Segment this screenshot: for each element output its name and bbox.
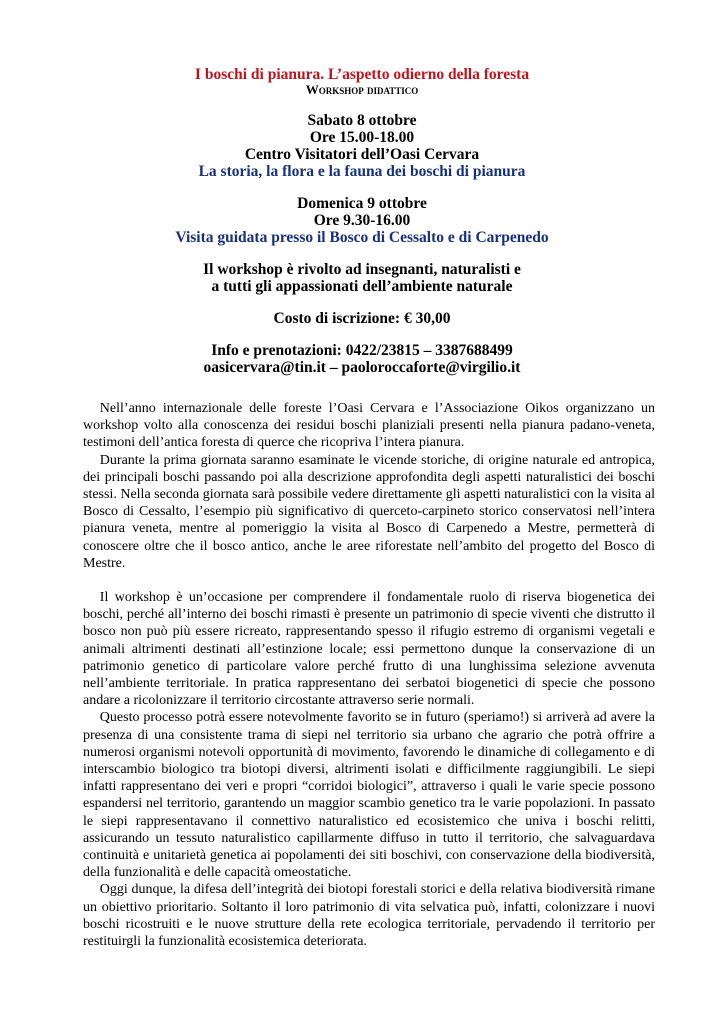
registration-cost: Costo di iscrizione: € 30,00 — [273, 310, 451, 327]
document-title: I boschi di pianura. L’aspetto odierno della foresta — [194, 66, 530, 83]
document-subtitle: Workshop didattico — [305, 82, 419, 97]
day1-topic: La storia, la flora e la fauna dei boschi di pianura — [198, 163, 526, 180]
body-paragraph: Questo processo potrà essere notevolmente favorito se in futuro (speriamo!) si arriverà ad avere la presenza di una consistente trama di siepi nel territorio sia urbano che agrario che potrà offrire a numerosi organismi notevoli opportunità di movimento, favorendo le dinamiche di collegamento e di interscambio biologico tra biotopi diversi, altrimenti isolati e difficilmente raggiungibili. Le siepi infatti rappresentano dei veri e propri “corridoi biologici”, attraverso i quali le varie specie possono espandersi nel territorio, garantendo un maggior scambio genetico tra le varie popolazioni. In passato le siepi rappresentavano il connettivo naturalistico ed ecosistemico che univa i boschi relitti, assicurando un tessuto naturalistico capillarmente diffuso in tutto il territorio, che salvaguardava continuità e unitarietà genetica ai popolamenti dei siti boschivi, con conservazione della biodiversità, della funzionalità e delle capacità omeostatiche. — [83, 710, 655, 881]
body-paragraph: Durante la prima giornata saranno esaminate le vicende storiche, di origine naturale ed antropica, dei principali boschi passando poi alla descrizione approfondita degli aspetti naturalistici dei boschi stessi. Nella seconda giornata sarà possibile vedere direttamente gli aspetti naturalistici con la visita al Bosco di Cessalto, l’esempio più significativo di querceto-carpineto storico conservatosi nell’intera pianura veneta, mentre al pomeriggio la visita al Bosco di Carpenedo a Mestre, permetterà di conoscere oltre che il bosco antico, anche le aree riforestate nell’ambito del progetto del Bosco di Mestre. — [83, 452, 655, 571]
day2-date: Domenica 9 ottobre — [297, 195, 427, 212]
contact-emails: oasicervara@tin.it – paoloroccaforte@virgilio.it — [203, 359, 521, 376]
day1-place: Centro Visitatori dell’Oasi Cervara — [244, 146, 480, 163]
contact-info: Info e prenotazioni: 0422/23815 – 3387688499 — [211, 342, 513, 359]
day1-date: Sabato 8 ottobre — [307, 112, 417, 129]
day2-topic: Visita guidata presso il Bosco di Cessalto e di Carpenedo — [175, 229, 549, 246]
day2-time: Ore 9.30-16.00 — [313, 212, 411, 229]
day1-time: Ore 15.00-18.00 — [309, 129, 415, 146]
audience-line-1: Il workshop è rivolto ad insegnanti, naturalisti e — [203, 261, 521, 278]
body-paragraph: Nell’anno internazionale delle foreste l’Oasi Cervara e l’Associazione Oikos organizzano un workshop volto alla conoscenza dei residui boschi planiziali presenti nella pianura padano-veneta, testimoni dell’antica foresta di querce che ricopriva l’intera pianura. — [83, 401, 655, 451]
audience-line-2: a tutti gli appassionati dell’ambiente naturale — [211, 278, 513, 295]
body-paragraph: Il workshop è un’occasione per comprendere il fondamentale ruolo di riserva biogenetica dei boschi, perché all’interno dei boschi rimasti è presente un patrimonio di specie viventi che distrutto il bosco non può più essere ricreato, rappresentando spesso il rifugio estremo di organismi vegetali e animali altrimenti destinati all’estinzione locale; essi permettono dunque la conservazione di un patrimonio genetico di particolare valore perché frutto di una lunghissima selezione avvenuta nell’ambiente territoriale. In pratica rappresentano dei serbatoi biogenetici di specie che possono andare a ricolonizzare il territorio circostante attraverso serie normali. — [83, 590, 655, 709]
body-text — [83, 400, 655, 950]
body-paragraph: Oggi dunque, la difesa dell’integrità dei biotopi forestali storici e della relativa biodiversità rimane un obiettivo prioritario. Soltanto il loro patrimonio di vita selvatica può, infatti, colonizzare i nuovi boschi ricostruiti e le nuove strutture della rete ecologica territoriale, pervadendo il territorio per restituirgli la funzionalità ecosistemica deteriorata. — [83, 882, 655, 950]
flyer-header — [0, 66, 724, 376]
